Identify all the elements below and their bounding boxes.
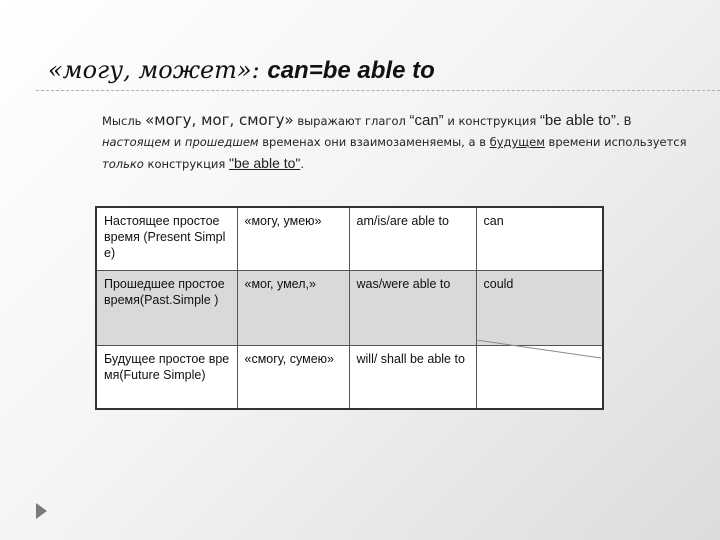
intro-text: “can”: [409, 112, 444, 129]
intro-text: и конструкция: [447, 114, 537, 128]
intro-text: настоящем: [102, 135, 171, 149]
intro-paragraph: [102, 110, 687, 175]
title-divider: [36, 90, 720, 91]
table-cell: am/is/are able to: [349, 207, 476, 271]
intro-text: «могу, мог, смогу»: [145, 111, 294, 129]
table-row: [96, 271, 603, 346]
title-russian: «могу, может»:: [48, 56, 260, 84]
diagonal-line-mark: [476, 340, 601, 360]
table-cell: Настоящее простое время (Present Simple): [96, 207, 237, 271]
intro-text: конструкция: [147, 157, 226, 171]
table-cell: will/ shall be able to: [349, 346, 476, 410]
intro-text: Мысль: [102, 114, 142, 128]
table-cell: Прошедшее простое время(Past.Simple ): [96, 271, 237, 346]
intro-text: выражают глагол: [297, 114, 406, 128]
intro-text: будущем: [489, 135, 545, 149]
intro-text: прошедшем: [184, 135, 259, 149]
table-row: [96, 207, 603, 271]
intro-text: времени используется: [548, 135, 687, 149]
intro-text: "be able to": [228, 155, 301, 171]
intro-text: временах они взаимозаменяемы, а в: [262, 135, 486, 149]
table-cell: «мог, умел,»: [237, 271, 349, 346]
play-icon[interactable]: [36, 503, 47, 519]
table-cell: could: [476, 271, 603, 346]
intro-text: .: [300, 157, 305, 171]
intro-text: В: [623, 114, 632, 128]
table-cell: «смогу, сумею»: [237, 346, 349, 410]
title-english: can=be able to: [267, 57, 435, 84]
grammar-table: [95, 206, 604, 410]
table-cell: «могу, умею»: [237, 207, 349, 271]
table-cell: can: [476, 207, 603, 271]
slide-title: [48, 56, 435, 85]
intro-text: только: [102, 157, 144, 171]
intro-text: и: [173, 135, 182, 149]
table-cell: Будущее простое время(Future Simple): [96, 346, 237, 410]
table-cell: was/were able to: [349, 271, 476, 346]
intro-text: “be able to”.: [539, 112, 620, 129]
